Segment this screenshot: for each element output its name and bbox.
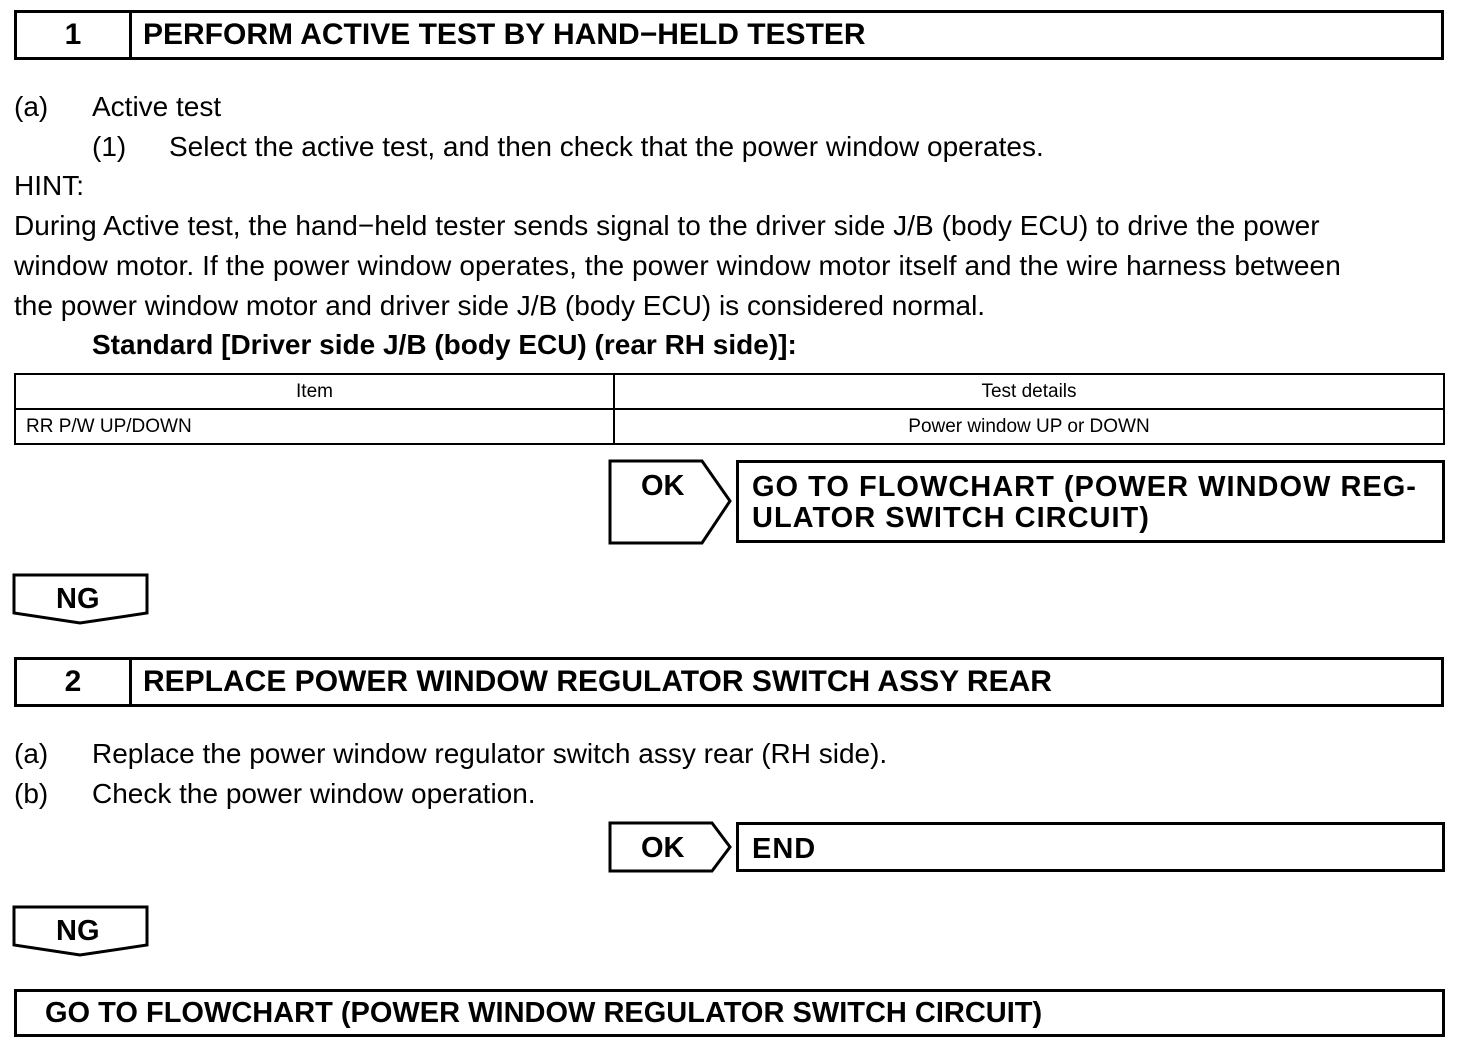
final-result-box [14,989,1445,1037]
ng-label-1: NG [56,583,100,615]
step-1-a1-text: Select the active test, and then check that the power window operates. [169,131,1044,162]
step-2-a-label: (a) [14,738,49,769]
table-cell-test-details: Power window UP or DOWN [614,409,1444,444]
step-1-title: PERFORM ACTIVE TEST BY HAND−HELD TESTER [143,18,866,51]
ok-result-1 [736,460,1445,543]
step-2-number: 2 [17,660,132,704]
hint-line-1: During Active test, the hand−held tester sends signal to the driver side J/B (body ECU) to drive the power [14,210,1320,241]
ok-arrow-2 [608,821,733,874]
ok-result-2 [736,822,1445,872]
hint-line-3: the power window motor and driver side J/B (body ECU) is considered normal. [14,290,986,321]
ok-label-2: OK [641,832,685,864]
table-row [15,409,1444,444]
table-cell-item: RR P/W UP/DOWN [15,409,614,444]
table-header-test-details: Test details [614,374,1444,409]
ok-result-1-line-1: GO TO FLOWCHART (POWER WINDOW REG- [752,471,1417,503]
step-1-header [14,10,1444,60]
ng-arrow-2 [12,905,150,957]
ng-label-2: NG [56,915,100,947]
hint-label: HINT: [14,170,84,201]
step-1-a-label: (a) [14,91,49,122]
ng-arrow-1 [12,573,150,625]
step-2-a-text: Replace the power window regulator switch assy rear (RH side). [92,738,888,769]
table-header-item: Item [15,374,614,409]
ok-label-1: OK [641,470,685,502]
ok-result-1-line-2: ULATOR SWITCH CIRCUIT) [752,502,1150,534]
ok-arrow-1 [608,459,733,545]
step-1-a-text: Active test [92,91,222,122]
step-1-a1-label: (1) [92,131,127,162]
step-2-header [14,657,1444,707]
table-header-row [15,374,1444,409]
standard-table [14,373,1445,445]
step-2-b-label: (b) [14,778,49,809]
final-result-text: GO TO FLOWCHART (POWER WINDOW REGULATOR SWITCH CIRCUIT) [45,996,1043,1029]
ok-result-2-text: END [752,833,817,865]
step-2-title: REPLACE POWER WINDOW REGULATOR SWITCH ASSY REAR [143,665,1052,698]
hint-line-2: window motor. If the power window operates, the power window motor itself and the wire harness between [14,250,1341,281]
step-2-b-text: Check the power window operation. [92,778,536,809]
standard-label: Standard [Driver side J/B (body ECU) (rear RH side)]: [92,329,797,360]
step-1-number: 1 [17,13,132,57]
